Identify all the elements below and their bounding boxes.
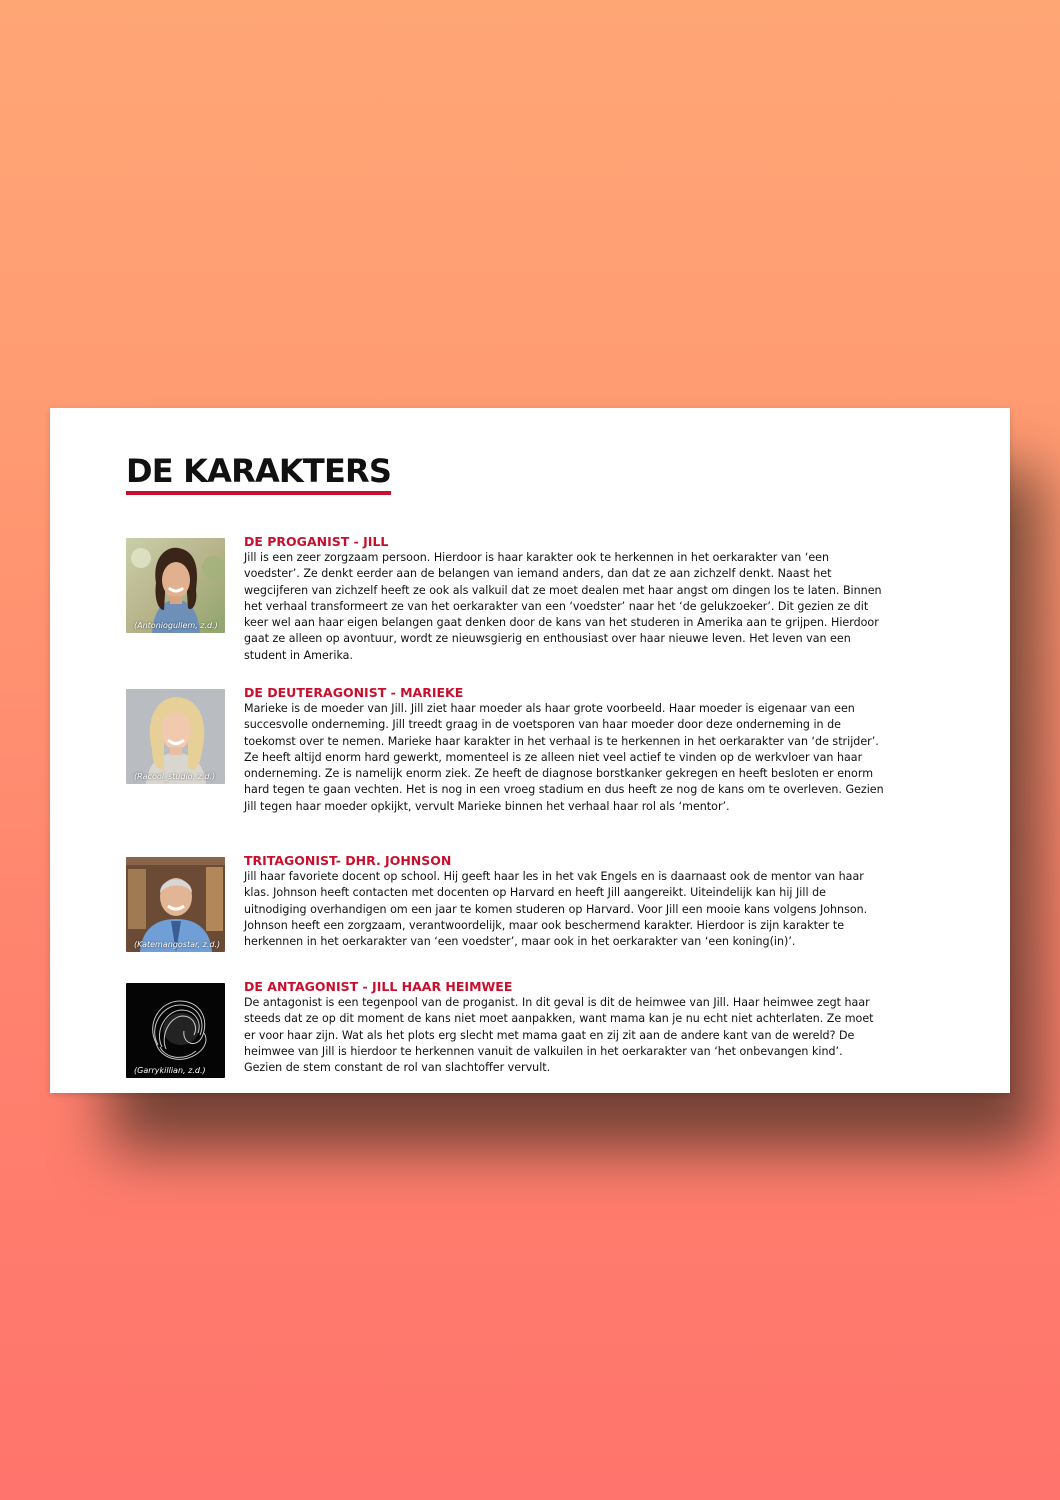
- character-photo-johnson: [126, 857, 225, 952]
- character-protagonist: [126, 534, 936, 664]
- photo-credit: (Garrykillian, z.d.): [134, 1066, 206, 1075]
- smiling-grey-haired-man-image: [126, 857, 225, 952]
- abstract-glowing-shape-image: [126, 983, 225, 1078]
- photo-credit: (Racool_studio, z.d.): [134, 772, 216, 781]
- character-description: Jill is een zeer zorgzaam persoon. Hierdoor is haar karakter ook te herkennen in het oerkarakter van ‘een voedster’. Ze denkt eerder aan de belangen van iemand anders, dan dat ze aan zichzelf denkt. Naast het wegcijferen van zichzelf heeft ze ook als valkuil dat ze moet dealen met haar angst om dingen los te laten. Binnen het verhaal transformeert ze van het oerkarakter van een ‘voedster’ naar het ‘de gelukzoeker’. Dit gezien ze dit keer wel aan haar eigen belangen gaat denken door de kans van het studeren in Amerika aan te grijpen. Hierdoor gaat ze alleen op avontuur, wordt ze nieuwsgierig en enthousiast over haar nieuwe leven. Het leven van een student in Amerika.: [244, 551, 882, 662]
- smiling-blonde-woman-image: [126, 689, 225, 784]
- character-deuteragonist: [126, 685, 936, 835]
- character-photo-jill: [126, 538, 225, 633]
- photo-credit: (Antoniogullem, z.d.): [134, 621, 218, 630]
- page-title: DE KARAKTERS: [126, 452, 392, 490]
- character-description: Marieke is de moeder van Jill. Jill ziet haar moeder als haar grote voorbeeld. Haar moeder is eigenaar van een succesvolle onderneming. Jill treedt graag in de voetsporen van haar moeder door deze onderneming in de toekomst over te nemen. Marieke haar karakter in het verhaal is te herkennen in het oerkarakter van ‘de strijder’. Ze heeft altijd enorm hard gewerkt, momenteel is ze alleen niet veel actief te vinden op de werkvloer van haar onderneming. Ze is namelijk enorm ziek. Ze heeft de diagnose borstkanker gekregen en heeft besloten er enorm hard tegen te gaan vechten. Het is nog in een vroeg stadium en dus heeft ze nog de kans om te overleven. Gezien Jill tegen haar moeder opkijkt, vervult Marieke binnen het verhaal haar rol als ‘mentor’.: [244, 702, 884, 813]
- character-heading: DE ANTAGONIST - JILL HAAR HEIMWEE: [244, 979, 513, 994]
- character-heading: DE PROGANIST - JILL: [244, 534, 389, 549]
- document-page: [50, 408, 1010, 1093]
- character-description: De antagonist is een tegenpool van de proganist. In dit geval is dit de heimwee van Jill. Haar heimwee zegt haar steeds dat ze op dit moment de kans niet moet aanpakken, want mama kan je nu echt niet achterlaten. Ze moet er voor haar zijn. Wat als het plots erg slecht met mama gaat en zij zit aan de andere kant van de wereld? De heimwee van Jill is hierdoor te herkennen vanuit de valkuilen in het oerkarakter van ‘het onbevangen kind’. Gezien de stem constant de rol van slachtoffer vervult.: [244, 996, 874, 1075]
- photo-credit: (Katemangostar, z.d.): [134, 940, 221, 949]
- character-heading: DE DEUTERAGONIST - MARIEKE: [244, 685, 464, 700]
- smiling-young-woman-image: [126, 538, 225, 633]
- character-description: Jill haar favoriete docent op school. Hij geeft haar les in het vak Engels en is daarnaast ook de mentor van haar klas. Johnson heeft contacten met docenten op Harvard en heeft Jill aangereikt. Uiteindelijk kan hij Jill de uitnodiging overhandigen om een jaar te komen studeren op Harvard. Voor Jill een mooie kans volgens Johnson. Johnson heeft een zorgzaam, verantwoordelijk, maar ook beschermend karakter. Hierdoor is zijn karakter te herkennen in het oerkarakter van ‘een voedster’, maar ook in het oerkarakter van ‘een koning(in)’.: [244, 870, 868, 949]
- character-antagonist: [126, 979, 936, 1089]
- character-heading: TRITAGONIST- DHR. JOHNSON: [244, 853, 452, 868]
- title-underline: [126, 452, 391, 495]
- character-photo-heimwee: [126, 983, 225, 1078]
- character-tritagonist: [126, 853, 936, 963]
- character-photo-marieke: [126, 689, 225, 784]
